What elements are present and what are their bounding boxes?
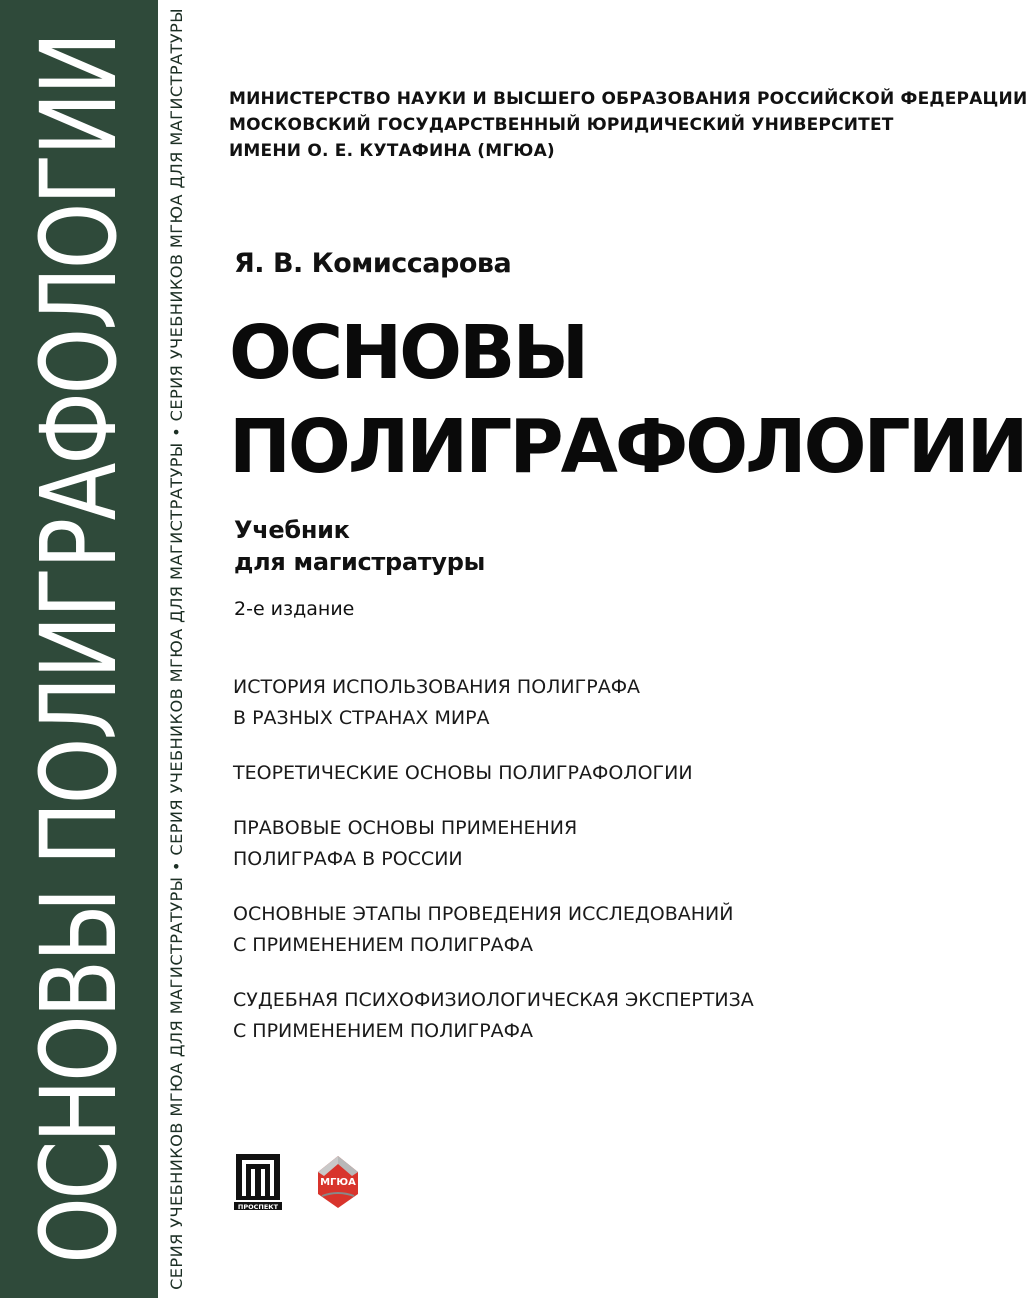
ministry-line: МОСКОВСКИЙ ГОСУДАРСТВЕННЫЙ ЮРИДИЧЕСКИЙ УНИВЕРСИТЕТ bbox=[229, 115, 894, 135]
book-subtitle bbox=[234, 514, 485, 578]
topic-line: СУДЕБНАЯ ПСИХОФИЗИОЛОГИЧЕСКАЯ ЭКСПЕРТИЗА bbox=[233, 989, 754, 1011]
series-text: СЕРИЯ УЧЕБНИКОВ МГЮА ДЛЯ МАГИСТРАТУРЫ • СЕРИЯ УЧЕБНИКОВ МГЮА ДЛЯ МАГИСТРАТУРЫ • СЕРИЯ УЧЕБНИКОВ МГЮА ДЛЯ МАГИСТРАТУРЫ bbox=[166, 8, 186, 1290]
subtitle-line: для магистратуры bbox=[234, 548, 486, 576]
topic-item bbox=[233, 758, 853, 789]
edition-label: 2-е издание bbox=[234, 598, 355, 620]
series-band bbox=[158, 0, 196, 1298]
prospekt-logo-icon bbox=[232, 1152, 290, 1212]
spine-title: ОСНОВЫ ПОЛИГРАФОЛОГИИ bbox=[18, 34, 140, 1264]
topics-list bbox=[233, 672, 853, 1071]
book-title bbox=[229, 306, 1026, 494]
topic-line: ИСТОРИЯ ИСПОЛЬЗОВАНИЯ ПОЛИГРАФА bbox=[233, 676, 641, 698]
ministry-line: МИНИСТЕРСТВО НАУКИ И ВЫСШЕГО ОБРАЗОВАНИЯ РОССИЙСКОЙ ФЕДЕРАЦИИ bbox=[229, 89, 1027, 109]
publisher-logo-label: ПРОСПЕКТ bbox=[237, 1203, 279, 1211]
topic-line: ПОЛИГРАФА В РОССИИ bbox=[233, 848, 463, 870]
ministry-line: ИМЕНИ О. Е. КУТАФИНА (МГЮА) bbox=[229, 141, 555, 161]
ministry-header bbox=[229, 86, 1027, 164]
mgua-logo-icon bbox=[312, 1150, 364, 1210]
topic-line: В РАЗНЫХ СТРАНАХ МИРА bbox=[233, 707, 490, 729]
topic-line: С ПРИМЕНЕНИЕМ ПОЛИГРАФА bbox=[233, 1020, 534, 1042]
subtitle-line: Учебник bbox=[234, 516, 350, 544]
spine-band bbox=[0, 0, 158, 1298]
author-name: Я. В. Комиссарова bbox=[234, 248, 512, 279]
topic-line: ТЕОРЕТИЧЕСКИЕ ОСНОВЫ ПОЛИГРАФОЛОГИИ bbox=[233, 762, 693, 784]
book-title-line: ОСНОВЫ bbox=[229, 310, 587, 396]
topic-line: ОСНОВНЫЕ ЭТАПЫ ПРОВЕДЕНИЯ ИССЛЕДОВАНИЙ bbox=[233, 903, 734, 925]
topic-item bbox=[233, 813, 853, 875]
topic-item bbox=[233, 672, 853, 734]
topic-item bbox=[233, 899, 853, 961]
university-logo-label: МГЮА bbox=[320, 1177, 356, 1188]
topic-line: ПРАВОВЫЕ ОСНОВЫ ПРИМЕНЕНИЯ bbox=[233, 817, 578, 839]
topic-item bbox=[233, 985, 853, 1047]
topic-line: С ПРИМЕНЕНИЕМ ПОЛИГРАФА bbox=[233, 934, 534, 956]
book-title-line: ПОЛИГРАФОЛОГИИ bbox=[229, 404, 1026, 490]
